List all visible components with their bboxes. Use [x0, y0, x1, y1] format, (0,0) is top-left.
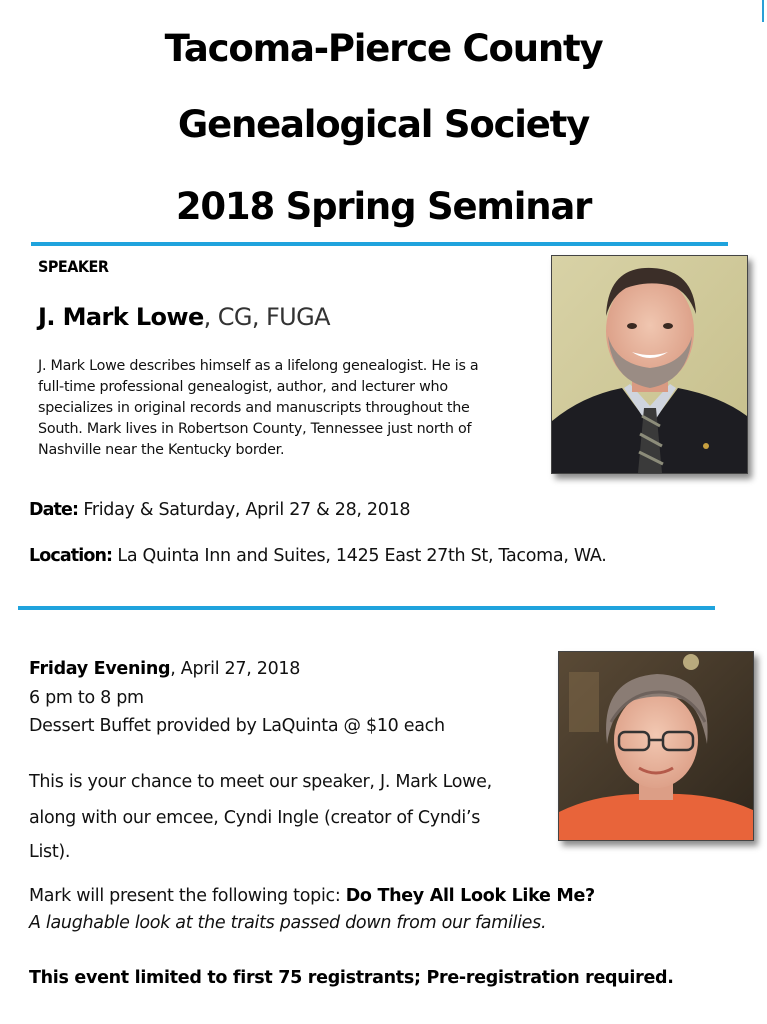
registration-notice-text: This event limited to first 75 registrants; Pre-registration required.: [29, 968, 674, 988]
location-row: [29, 546, 607, 566]
bio-line: full-time professional genealogist, author, and lecturer who: [38, 379, 448, 395]
bio-line: South. Mark lives in Robertson County, Tennessee just north of: [38, 421, 472, 437]
speaker-name: [38, 303, 330, 331]
friday-time: 6 pm to 8 pm: [29, 688, 144, 708]
intro-line: List).: [29, 842, 71, 862]
title-line-1: Tacoma-Pierce County: [164, 27, 603, 70]
speaker-portrait-illustration: [552, 256, 747, 473]
speaker-bio: [38, 356, 543, 461]
top-divider: [31, 242, 728, 246]
speaker-credentials: , CG, FUGA: [203, 303, 330, 331]
friday-heading-date: , April 27, 2018: [170, 659, 301, 679]
topic-line: [29, 886, 595, 906]
speaker-photo: [551, 255, 748, 474]
friday-heading-text: Friday Evening: [29, 659, 171, 679]
friday-heading: [29, 659, 300, 679]
date-label: Date:: [29, 500, 79, 520]
date-row: [29, 500, 410, 520]
topic-title: Do They All Look Like Me?: [345, 886, 595, 906]
location-value: La Quinta Inn and Suites, 1425 East 27th St, Tacoma, WA.: [112, 546, 607, 566]
middle-divider: [18, 606, 715, 610]
registration-notice: [29, 968, 674, 988]
title-line-2: Genealogical Society: [177, 103, 590, 146]
bio-line: specializes in original records and manuscripts throughout the: [38, 400, 470, 416]
bio-line: Nashville near the Kentucky border.: [38, 442, 285, 458]
topic-subtitle: A laughable look at the traits passed down from our families.: [29, 913, 547, 933]
emcee-portrait-illustration: [559, 652, 753, 840]
edge-accent-line: [762, 0, 764, 22]
intro-line: This is your chance to meet our speaker, J. Mark Lowe,: [29, 772, 492, 792]
speaker-section-label: SPEAKER: [38, 257, 109, 276]
location-label: Location:: [29, 546, 113, 566]
friday-buffet: Dessert Buffet provided by LaQuinta @ $10 each: [29, 716, 445, 736]
title-line-3: 2018 Spring Seminar: [175, 185, 592, 228]
intro-line: along with our emcee, Cyndi Ingle (creator of Cyndi’s: [29, 808, 481, 828]
speaker-name-text: J. Mark Lowe: [38, 303, 204, 331]
topic-prefix: Mark will present the following topic:: [29, 886, 346, 906]
date-value: Friday & Saturday, April 27 & 28, 2018: [78, 500, 411, 520]
emcee-photo: [558, 651, 754, 841]
bio-line: J. Mark Lowe describes himself as a lifelong genealogist. He is a: [38, 358, 479, 374]
